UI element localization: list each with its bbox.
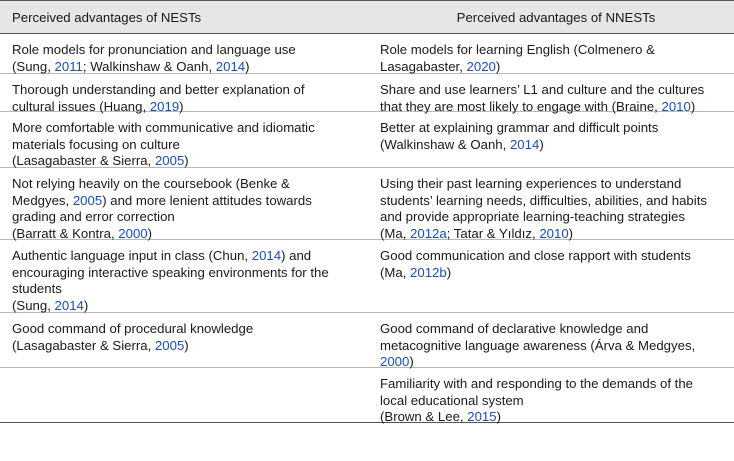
citation-year-link[interactable]: 2011 [54, 58, 83, 74]
cell-text-line [12, 193, 362, 210]
nest-advantage-cell [0, 34, 370, 73]
cell-text-line [380, 209, 730, 226]
citation-year-link[interactable]: 2020 [466, 58, 496, 74]
cell-text-line [12, 42, 362, 59]
cell-text-line [380, 176, 730, 193]
cell-text: Role models for learning English (Colmenero & [380, 42, 655, 57]
cell-text: cultural issues (Huang, [12, 98, 150, 114]
citation-year-link[interactable]: 2014 [215, 58, 246, 74]
cell-text: ; Walkinshaw & Oanh, [82, 58, 216, 74]
cell-text: students [12, 281, 62, 297]
nnest-advantage-cell [370, 112, 734, 167]
cell-text: and provide appropriate learning-teaching strategies [380, 209, 685, 225]
nest-advantage-cell [0, 240, 370, 312]
citation-year-link[interactable]: 2014 [251, 248, 282, 263]
cell-text: Better at explaining grammar and difficult points [380, 120, 659, 135]
cell-text: Medgyes, [12, 192, 73, 208]
nnest-advantage-cell [370, 74, 734, 114]
cell-text: Using their past learning experiences to understand [380, 176, 682, 191]
cell-text-line [12, 265, 362, 282]
cell-text: local educational system [380, 392, 524, 408]
citation-year-link[interactable]: 2012b [410, 264, 447, 280]
citation-year-link[interactable]: 2005 [72, 192, 103, 208]
cell-text-line [12, 338, 362, 355]
cell-text: Not relying heavily on the coursebook (Benke & [12, 176, 290, 191]
cell-text: ) [184, 337, 189, 353]
cell-text: (Walkinshaw & Oanh, [380, 136, 510, 152]
citation-year-link[interactable]: 2015 [467, 409, 497, 425]
cell-text: ) and more lenient attitudes towards [102, 192, 312, 208]
nnest-advantage-cell [370, 313, 734, 370]
cell-text-line [380, 409, 730, 426]
nnest-advantage-cell [370, 34, 734, 73]
cell-text: ; Tatar & Yıldız, [446, 225, 540, 241]
cell-text: encouraging interactive speaking environments for the [12, 264, 329, 280]
citation-year-link[interactable]: 2000 [380, 354, 410, 370]
cell-text: Share and use learners’ L1 and culture and the cultures [380, 82, 705, 97]
cell-text: Good command of procedural knowledge [12, 321, 254, 336]
cell-text: Thorough understanding and better explanation of [12, 82, 305, 97]
cell-text: materials focusing on culture [12, 136, 180, 152]
table-header-row [0, 0, 734, 34]
nest-advantage-cell [0, 368, 370, 422]
citation-year-link[interactable]: 2014 [54, 297, 84, 313]
cell-text-line [380, 193, 730, 210]
cell-text-line [12, 137, 362, 154]
citation-year-link[interactable]: 2012a [410, 225, 447, 241]
cell-text: (Ma, [380, 264, 411, 280]
cell-text-line [12, 209, 362, 226]
cell-text: that they are most likely to engage with (Braine, [380, 98, 662, 114]
cell-text-line [380, 376, 730, 393]
cell-text: Good communication and close rapport with students [380, 248, 691, 263]
cell-text-line [380, 120, 730, 137]
citation-year-link[interactable]: 2010 [539, 225, 569, 241]
cell-text: ) [446, 264, 452, 280]
cell-text: (Barratt & Kontra, [12, 225, 119, 241]
cell-text: Good command of declarative knowledge and [380, 321, 649, 336]
citation-year-link[interactable]: 2000 [118, 225, 148, 241]
cell-text: ) [179, 98, 184, 114]
citation-year-link[interactable]: 2010 [661, 98, 691, 114]
table-row [0, 74, 734, 112]
cell-text: students’ learning needs, difficulties, abilities, and habits [380, 192, 707, 208]
column-header-nnests: Perceived advantages of NNESTs [456, 9, 656, 25]
cell-text: ) [568, 225, 574, 241]
nnest-advantage-cell [370, 168, 734, 239]
cell-text-line [380, 42, 730, 59]
cell-text: Role models for pronunciation and language use [12, 42, 296, 57]
cell-text: Familiarity with and responding to the demands of the [380, 376, 694, 391]
cell-text-line [12, 120, 362, 137]
cell-text: Authentic language input in class (Chun, [12, 248, 252, 263]
cell-text: ) [184, 153, 189, 169]
table-row [0, 240, 734, 313]
cell-text: ) [245, 58, 250, 74]
nest-advantage-cell [0, 168, 370, 239]
cell-text-line [12, 176, 362, 193]
cell-text: Lasagabaster, [380, 58, 467, 74]
citation-year-link[interactable]: 2014 [509, 136, 540, 152]
cell-text-line [380, 82, 730, 99]
cell-text: (Lasagabaster & Sierra, [12, 337, 155, 353]
column-header-nests: Perceived advantages of NESTs [12, 9, 202, 25]
table-row [0, 313, 734, 368]
cell-text: ) [690, 98, 696, 114]
cell-text-line [12, 59, 362, 76]
cell-text: ) [496, 409, 501, 425]
nest-advantage-cell [0, 313, 370, 367]
cell-text: grading and error correction [12, 209, 175, 225]
cell-text: metacognitive language awareness (Árva & Medgyes, [380, 337, 696, 353]
table-body [0, 34, 734, 423]
cell-text: More comfortable with communicative and idiomatic [12, 120, 315, 135]
cell-text: (Ma, [380, 225, 411, 241]
nest-advantage-cell [0, 112, 370, 167]
nest-advantage-cell [0, 74, 370, 114]
cell-text-line [12, 298, 362, 315]
cell-text: ) and [281, 248, 312, 263]
citation-year-link[interactable]: 2005 [154, 153, 185, 169]
cell-text: ) [147, 225, 153, 241]
cell-text-line [12, 82, 362, 99]
cell-text: (Lasagabaster & Sierra, [12, 153, 155, 169]
citation-year-link[interactable]: 2019 [149, 98, 180, 114]
nnest-advantage-cell [370, 240, 734, 312]
cell-text-line [380, 265, 730, 282]
table-row [0, 168, 734, 240]
cell-text: ) [539, 136, 544, 152]
cell-text: ) [83, 297, 89, 313]
cell-text: (Sung, [12, 297, 55, 313]
cell-text-line [12, 281, 362, 298]
citation-year-link[interactable]: 2005 [154, 337, 185, 353]
table-row [0, 34, 734, 74]
cell-text-line [380, 137, 730, 154]
cell-text: (Sung, [12, 58, 55, 74]
cell-text-line [380, 248, 730, 265]
cell-text: (Brown & Lee, [380, 409, 468, 425]
cell-text-line [380, 338, 730, 355]
cell-text-line [380, 393, 730, 410]
cell-text-line [12, 248, 362, 265]
cell-text-line [380, 59, 730, 76]
cell-text-line [380, 321, 730, 338]
cell-text-line [12, 321, 362, 338]
table-row [0, 368, 734, 423]
table-row [0, 112, 734, 168]
cell-text: ) [495, 58, 501, 74]
cell-text: ) [409, 354, 414, 370]
nnest-advantage-cell [370, 368, 734, 425]
